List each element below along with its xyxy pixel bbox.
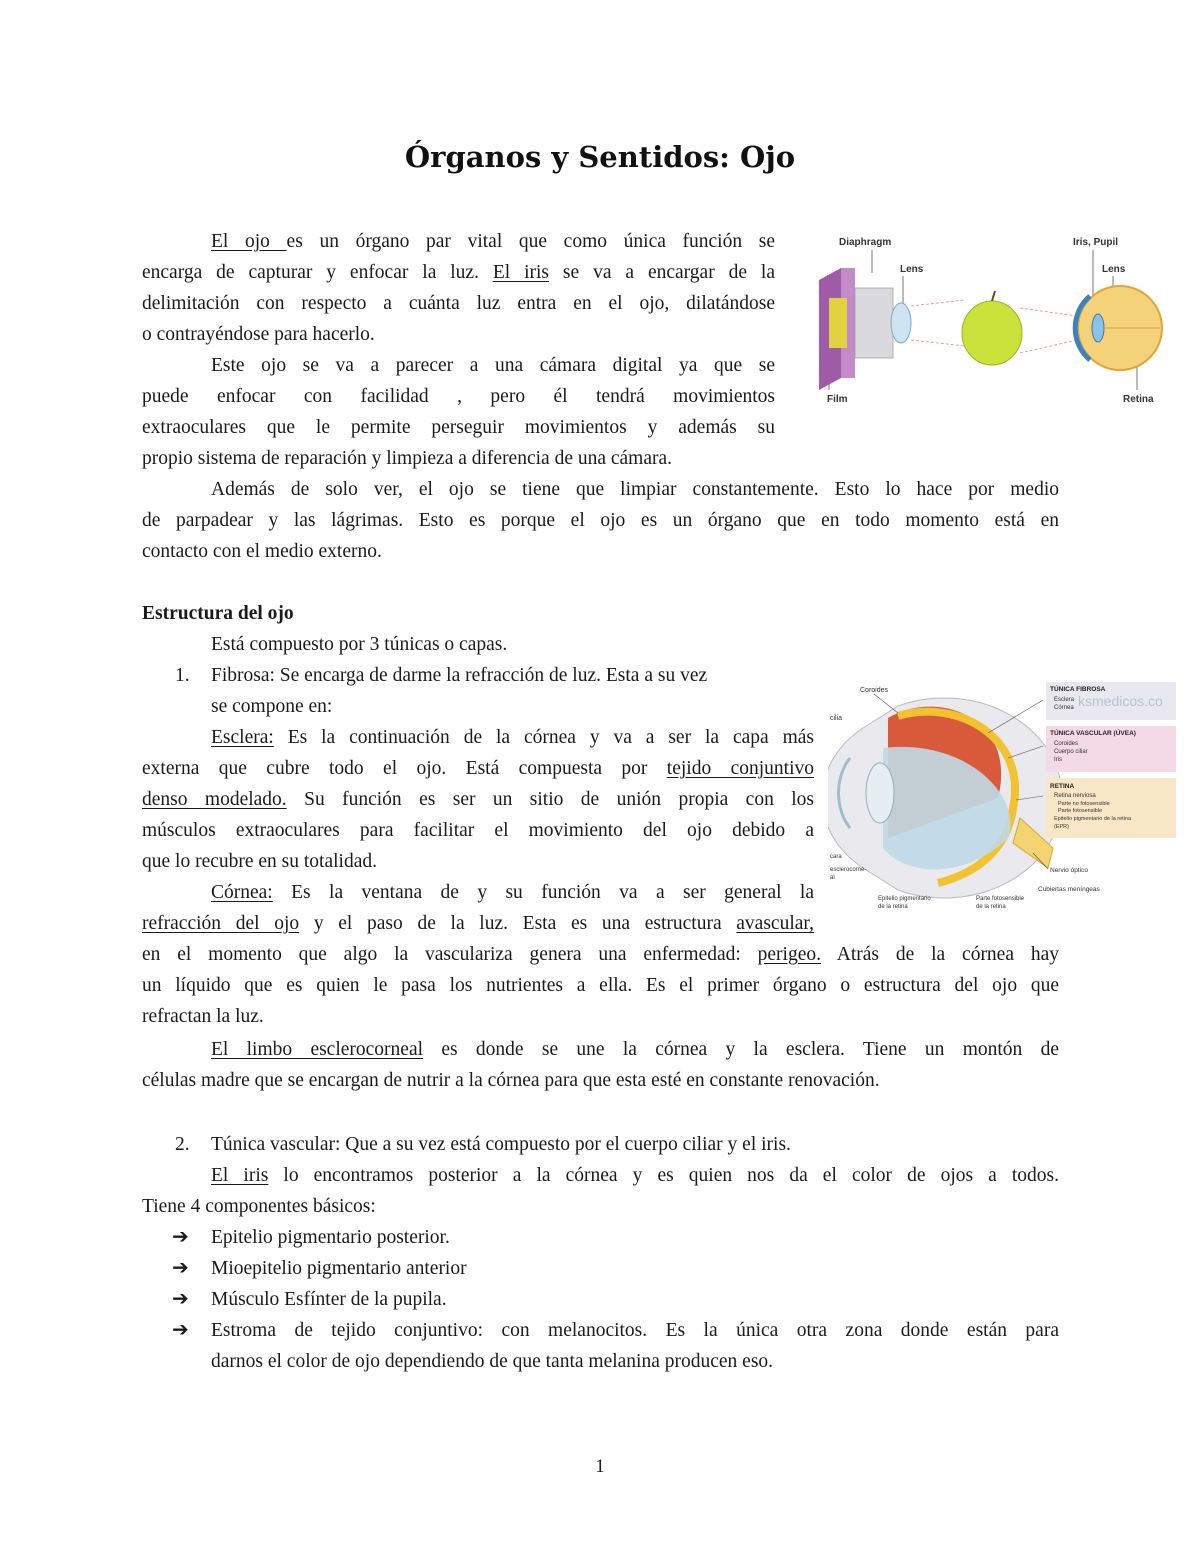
item2-line-1: Túnica vascular: Que a su vez está compuesto por el cuerpo ciliar y el iris.: [211, 1134, 791, 1155]
bullet-4: Estroma de tejido conjuntivo: con melanocitos. Es la única otra zona donde están para: [211, 1320, 1059, 1341]
label-iris-pupil: Iris, Pupil: [1073, 237, 1119, 248]
svg-text:de la retina: de la retina: [878, 904, 908, 910]
svg-text:Córnea: Córnea: [1054, 705, 1074, 711]
svg-text:Parte no fotosensible: Parte no fotosensible: [1058, 801, 1110, 807]
eye-anatomy-diagram: [828, 678, 1176, 918]
term-esclera: Esclera:: [211, 727, 274, 748]
section-heading: Estructura del ojo: [142, 603, 294, 624]
term-limbo: El limbo esclerocorneal: [211, 1039, 424, 1060]
term-cornea: Córnea:: [211, 882, 273, 903]
svg-text:Parte fotosensible: Parte fotosensible: [1058, 808, 1103, 814]
cornea-line-5: refractan la luz.: [142, 1006, 264, 1027]
svg-text:Coroides: Coroides: [860, 687, 889, 694]
cornea-line-2: refracción del ojo y el paso de la luz. Esta es una estructura avascular,: [142, 913, 814, 934]
term-el-ojo: El ojo: [211, 231, 287, 252]
svg-text:TÚNICA FIBROSA: TÚNICA FIBROSA: [1050, 686, 1106, 693]
cornea-line-3: en el momento que algo la vasculariza genera una enfermedad: perigeo. Atrás de la córnea hay: [142, 944, 1059, 965]
intro-line-4: o contrayéndose para hacerlo.: [142, 324, 375, 345]
svg-text:Epitelio pigmentario de la ret: Epitelio pigmentario de la retina: [1054, 816, 1132, 822]
intro-line-3: delimitación con respecto a cuánta luz entra en el ojo, dilatándose: [142, 293, 775, 314]
intro-p3-line-3: contacto con el medio externo.: [142, 541, 382, 562]
watermark-text: ksmedicos.co: [1078, 693, 1163, 709]
term-avascular: avascular,: [736, 913, 814, 934]
term-el-iris-2: El iris: [211, 1165, 269, 1186]
svg-text:TÚNICA VASCULAR (ÚVEA): TÚNICA VASCULAR (ÚVEA): [1050, 730, 1136, 737]
svg-text:Iris: Iris: [1054, 757, 1062, 763]
svg-text:Retina nerviosa: Retina nerviosa: [1054, 793, 1096, 799]
arrow-icon: ➔: [172, 1319, 189, 1341]
intro-p3-line-1: Además de solo ver, el ojo se tiene que limpiar constantemente. Esto lo hace por medio: [211, 479, 1059, 500]
camera-eye-diagram: [815, 228, 1165, 416]
svg-text:Coroides: Coroides: [1054, 741, 1079, 747]
term-refraccion: refracción del ojo: [142, 913, 300, 934]
cornea-line-1: Córnea: Es la ventana de y su función va a ser general la: [211, 882, 814, 903]
list-number-2: 2.: [175, 1134, 190, 1155]
section-intro: Está compuesto por 3 túnicas o capas.: [211, 634, 508, 655]
limbo-line-1: El limbo esclerocorneal es donde se une la córnea y la esclera. Tiene un montón de: [211, 1039, 1059, 1060]
cornea-line-4: un líquido que es quien le pasa los nutrientes a ella. Es el primer órgano o estructura del ojo que: [142, 975, 1059, 996]
arrow-icon: ➔: [172, 1226, 189, 1248]
esclera-line-2: externa que cubre todo el ojo. Está compuesta por tejido conjuntivo: [142, 758, 814, 779]
label-lens-left: Lens: [900, 264, 924, 275]
esclera-line-1: Esclera: Es la continuación de la córnea y va a ser la capa más: [211, 727, 814, 748]
bullet-3: Músculo Esfínter de la pupila.: [211, 1289, 447, 1310]
page-number: 1: [595, 1456, 605, 1477]
svg-text:de la retina: de la retina: [976, 904, 1006, 910]
item1-line-2: se compone en:: [211, 696, 333, 717]
intro-p3-line-2: de parpadear y las lágrimas. Esto es porque el ojo es un órgano que en todo momento está en: [142, 510, 1059, 531]
svg-text:Parte fotosensible: Parte fotosensible: [976, 896, 1025, 902]
item2-line-3: Tiene 4 componentes básicos:: [142, 1196, 376, 1217]
label-diaphragm: Diaphragm: [839, 237, 892, 248]
intro-p2-line-3: extraoculares que le permite perseguir movimientos y además su: [142, 417, 775, 438]
svg-text:cara: cara: [830, 854, 842, 860]
page-title: Órganos y Sentidos: Ojo: [404, 140, 796, 174]
arrow-icon: ➔: [172, 1288, 189, 1310]
svg-text:Cuerpo ciliar: Cuerpo ciliar: [1054, 749, 1088, 755]
term-denso-modelado: denso modelado.: [142, 789, 287, 810]
intro-p2-line-4: propio sistema de reparación y limpieza a diferencia de una cámara.: [142, 448, 673, 469]
intro-line-2: encarga de capturar y enfocar la luz. El iris se va a encargar de la: [142, 262, 775, 283]
svg-text:al: al: [830, 875, 835, 881]
svg-text:Cubiertas meníngeas: Cubiertas meníngeas: [1038, 886, 1100, 893]
list-number-1: 1.: [175, 665, 190, 686]
lens-shape: [866, 763, 894, 823]
esclera-line-3: denso modelado. Su función es ser un sitio de unión propia con los: [142, 789, 814, 810]
term-el-iris: El iris: [492, 262, 550, 283]
arrow-icon: ➔: [172, 1257, 189, 1279]
svg-text:Esclera: Esclera: [1054, 697, 1075, 703]
camera-lens-barrel: [855, 288, 893, 358]
label-retina: Retina: [1123, 394, 1154, 405]
term-perigeo: perigeo.: [757, 944, 822, 965]
esclera-line-4: músculos extraoculares para facilitar el movimiento del ojo debido a: [142, 820, 814, 841]
camera-lens: [891, 303, 911, 343]
esclera-line-5: que lo recubre en su totalidad.: [142, 851, 377, 872]
apple-image: [962, 301, 1022, 365]
svg-text:Nervio óptico: Nervio óptico: [1050, 867, 1088, 874]
limbo-line-2: células madre que se encargan de nutrir a la córnea para que esta esté en constante renovación.: [142, 1070, 880, 1091]
intro-line-1: El ojo es un órgano par vital que como única función se: [211, 231, 775, 252]
svg-text:Epitelio pigmentario: Epitelio pigmentario: [878, 896, 931, 902]
term-tejido-conjuntivo: tejido conjuntivo: [666, 758, 814, 779]
bullet-2: Mioepitelio pigmentario anterior: [211, 1258, 467, 1279]
item2-line-2: El iris lo encontramos posterior a la córnea y es quien nos da el color de ojos a todos.: [211, 1165, 1060, 1186]
bullet-1: Epitelio pigmentario posterior.: [211, 1227, 450, 1248]
svg-text:(EPR): (EPR): [1054, 824, 1069, 830]
intro-p2-line-1: Este ojo se va a parecer a una cámara digital ya que se: [211, 355, 775, 376]
bullet-4-continued: darnos el color de ojo dependiendo de que tanta melanina producen eso.: [211, 1351, 774, 1372]
intro-p2-line-2: puede enfocar con facilidad , pero él tendrá movimientos: [142, 386, 775, 407]
svg-text:esclerocorne-: esclerocorne-: [830, 867, 867, 873]
label-film: Film: [827, 394, 848, 405]
item1-line-1: Fibrosa: Se encarga de darme la refracción de luz. Esta a su vez: [211, 665, 708, 686]
svg-text:RETINA: RETINA: [1050, 783, 1075, 790]
svg-text:cilia: cilia: [830, 715, 843, 722]
label-lens-right: Lens: [1102, 264, 1126, 275]
